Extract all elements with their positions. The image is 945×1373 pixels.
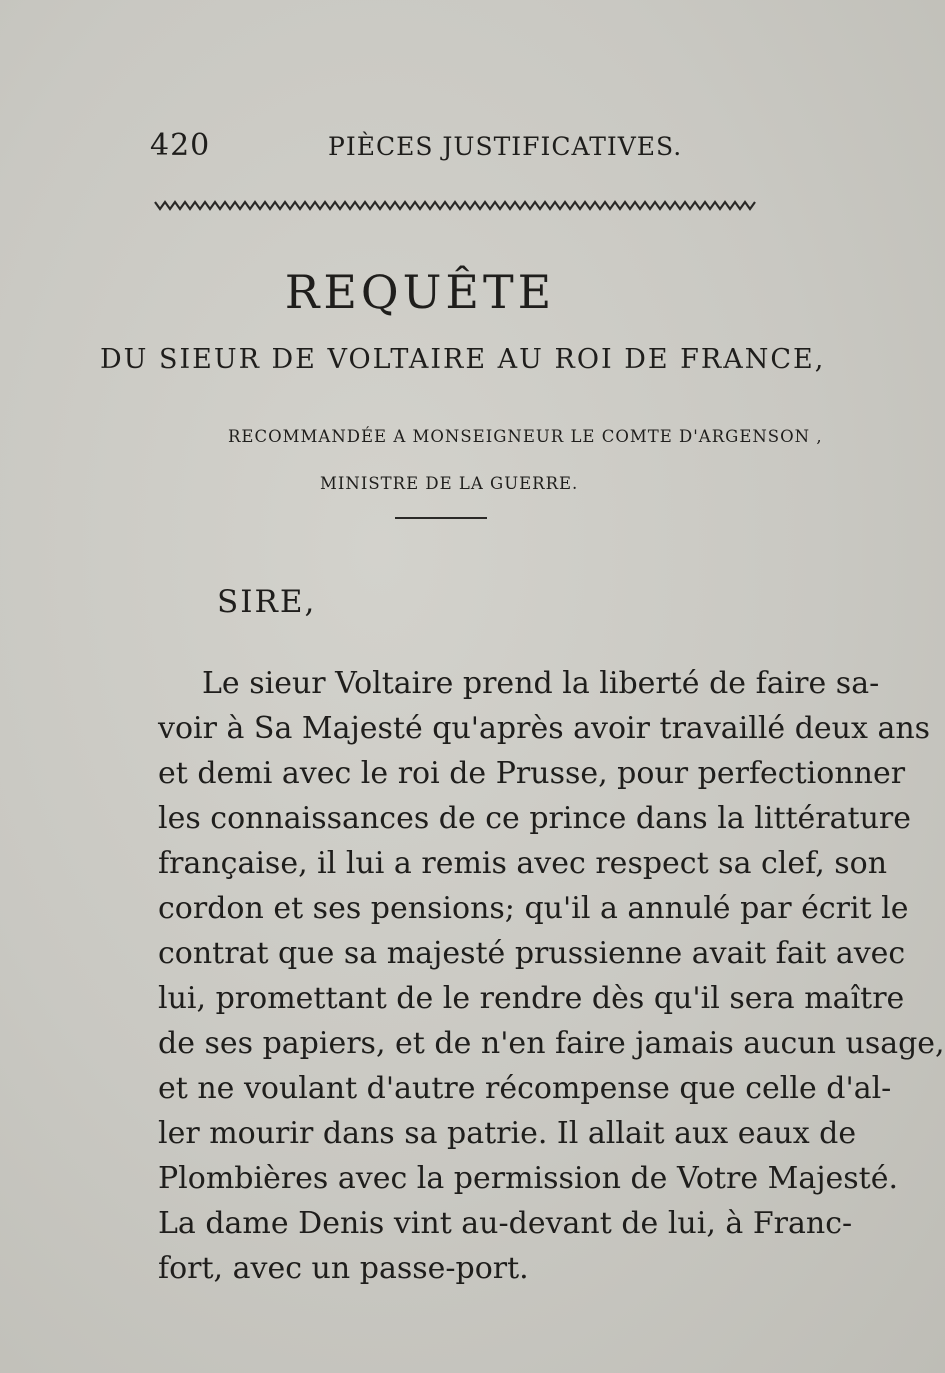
body-line: et demi avec le roi de Prusse, pour perfectionner (158, 756, 906, 791)
body-line: ler mourir dans sa patrie. Il allait aux eaux de (158, 1116, 857, 1151)
body-line: voir à Sa Majesté qu'après avoir travaillé deux ans (158, 711, 931, 746)
body-line: La dame Denis vint au-devant de lui, à Franc- (158, 1206, 853, 1241)
body-line: de ses papiers, et de n'en faire jamais aucun usage, (158, 1026, 945, 1061)
recommendation-line-2: MINISTRE DE LA GUERRE. (320, 474, 579, 493)
body-line: et ne voulant d'autre récompense que celle d'al- (158, 1071, 892, 1106)
running-head: PIÈCES JUSTIFICATIVES. (328, 132, 683, 161)
section-divider (395, 517, 487, 519)
page-header (150, 128, 750, 168)
body-line: Le sieur Voltaire prend la liberté de faire sa- (202, 666, 880, 701)
body-line: cordon et ses pensions; qu'il a annulé par écrit le (158, 891, 909, 926)
body-line: les connaissances de ce prince dans la littérature (158, 801, 912, 836)
body-line: contrat que sa majesté prussienne avait fait avec (158, 936, 906, 971)
body-line: fort, avec un passe-port. (158, 1251, 529, 1286)
body-paragraph (158, 661, 945, 1291)
body-line: Plombières avec la permission de Votre Majesté. (158, 1161, 899, 1196)
recommendation-line-1: RECOMMANDÉE A MONSEIGNEUR LE COMTE D'ARGENSON , (228, 427, 823, 446)
document-title: REQUÊTE (284, 265, 556, 319)
document-subtitle: DU SIEUR DE VOLTAIRE AU ROI DE FRANCE, (100, 344, 826, 375)
body-line: française, il lui a remis avec respect sa clef, son (158, 846, 888, 881)
ornamental-border (155, 198, 755, 212)
body-line: lui, promettant de le rendre dès qu'il sera maître (158, 981, 905, 1016)
page-number: 420 (150, 128, 211, 163)
salutation: SIRE, (217, 584, 317, 620)
